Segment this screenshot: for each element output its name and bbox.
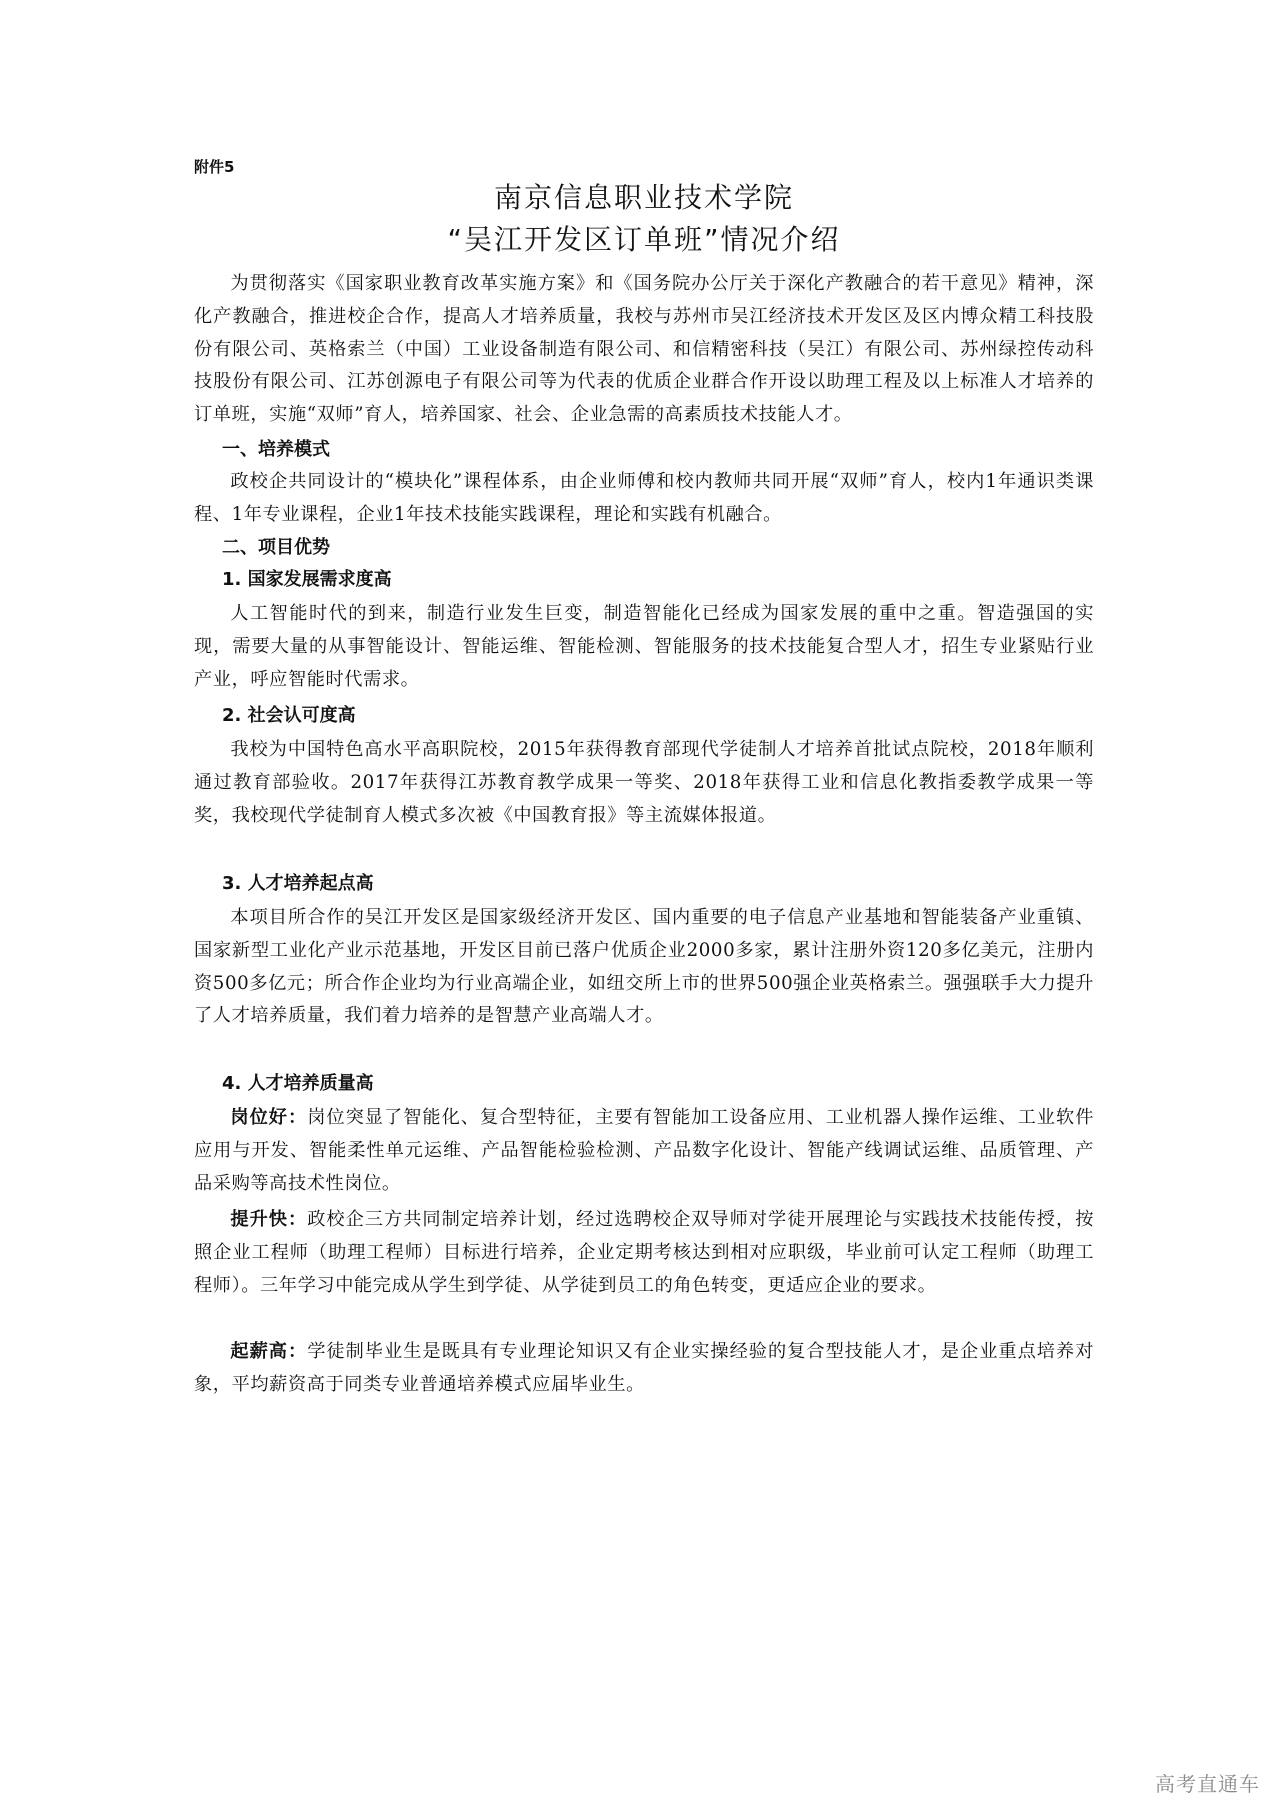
training-mode-paragraph: 政校企共同设计的“模块化”课程体系，由企业师傅和校内教师共同开展“双师”育人，校内1年通识类课程、1年专业课程，企业1年技术技能实践课程，理论和实践有机融合。 <box>194 471 1094 525</box>
subheading-high-starting-point: 3. 人才培养起点高 <box>222 873 374 894</box>
national-demand-paragraph: 人工智能时代的到来，制造行业发生巨变，制造智能化已经成为国家发展的重中之重。智造强国的实现，需要大量的从事智能设计、智能运维、智能检测、智能服务的技术技能复合型人才，招生专业紧贴行业产业，呼应智能时代需求。 <box>194 603 1094 690</box>
good-position-paragraph <box>194 1102 1094 1200</box>
subheading-training-quality: 4. 人才培养质量高 <box>222 1073 374 1094</box>
high-salary-lead: 起薪高： <box>230 1341 308 1362</box>
document-subtitle: “吴江开发区订单班”情况介绍 <box>447 223 841 256</box>
high-salary-paragraph <box>194 1336 1094 1402</box>
good-position-lead: 岗位好： <box>230 1107 308 1128</box>
high-salary-text: 学徒制毕业生是既具有专业理论知识又有企业实操经验的复合型技能人才，是企业重点培养对象，平均薪资高于同类专业普通培养模式应届毕业生。 <box>194 1341 1094 1395</box>
document-title: 南京信息职业技术学院 <box>493 181 794 214</box>
fast-promotion-lead: 提升快： <box>230 1209 308 1230</box>
fast-promotion-text: 政校企三方共同制定培养计划，经过选聘校企双导师对学徒开展理论与实践技术技能传授，按照企业工程师（助理工程师）目标进行培养，企业定期考核达到相对应职级，毕业前可认定工程师（助理工程师）。三年学习中能完成从学生到学徒、从学徒到员工的角色转变，更适应企业的要求。 <box>194 1209 1094 1296</box>
intro-paragraph: 为贯彻落实《国家职业教育改革实施方案》和《国务院办公厅关于深化产教融合的若干意见》精神，深化产教融合，推进校企合作，提高人才培养质量，我校与苏州市吴江经济技术开发区及区内博众精工科技股份有限公司、英格索兰（中国）工业设备制造有限公司、和信精密科技（吴江）有限公司、苏州绿控传动科技股份有限公司、江苏创源电子有限公司等为代表的优质企业群合作开设以助理工程及以上标准人才培养的订单班，实施“双师”育人，培养国家、社会、企业急需的高素质技术技能人才。 <box>194 273 1094 426</box>
high-starting-point-paragraph: 本项目所合作的吴江开发区是国家级经济开发区、国内重要的电子信息产业基地和智能装备产业重镇、国家新型工业化产业示范基地，开发区目前已落户优质企业2000多家，累计注册外资120多亿美元，注册内资500多亿元；所合作企业均为行业高端企业，如纽交所上市的世界500强企业英格索兰。强强联手大力提升了人才培养质量，我们着力培养的是智慧产业高端人才。 <box>194 907 1094 1027</box>
section-heading-advantages: 二、项目优势 <box>222 537 330 558</box>
section-heading-training-mode: 一、培养模式 <box>222 439 330 460</box>
subheading-national-demand: 1. 国家发展需求度高 <box>222 569 392 590</box>
good-position-text: 岗位突显了智能化、复合型特征，主要有智能加工设备应用、工业机器人操作运维、工业软件应用与开发、智能柔性单元运维、产品智能检验检测、产品数字化设计、智能产线调试运维、品质管理、产品采购等高技术性岗位。 <box>194 1107 1094 1194</box>
subheading-social-recognition: 2. 社会认可度高 <box>222 705 356 726</box>
fast-promotion-paragraph <box>194 1204 1094 1302</box>
watermark-text: 高考直通车 <box>1155 1772 1260 1796</box>
social-recognition-paragraph: 我校为中国特色高水平高职院校，2015年获得教育部现代学徒制人才培养首批试点院校，2018年顺利通过教育部验收。2017年获得江苏教育教学成果一等奖、2018年获得工业和信息化教指委教学成果一等奖，我校现代学徒制育人模式多次被《中国教育报》等主流媒体报道。 <box>194 739 1094 826</box>
attachment-label: 附件5 <box>194 158 235 176</box>
